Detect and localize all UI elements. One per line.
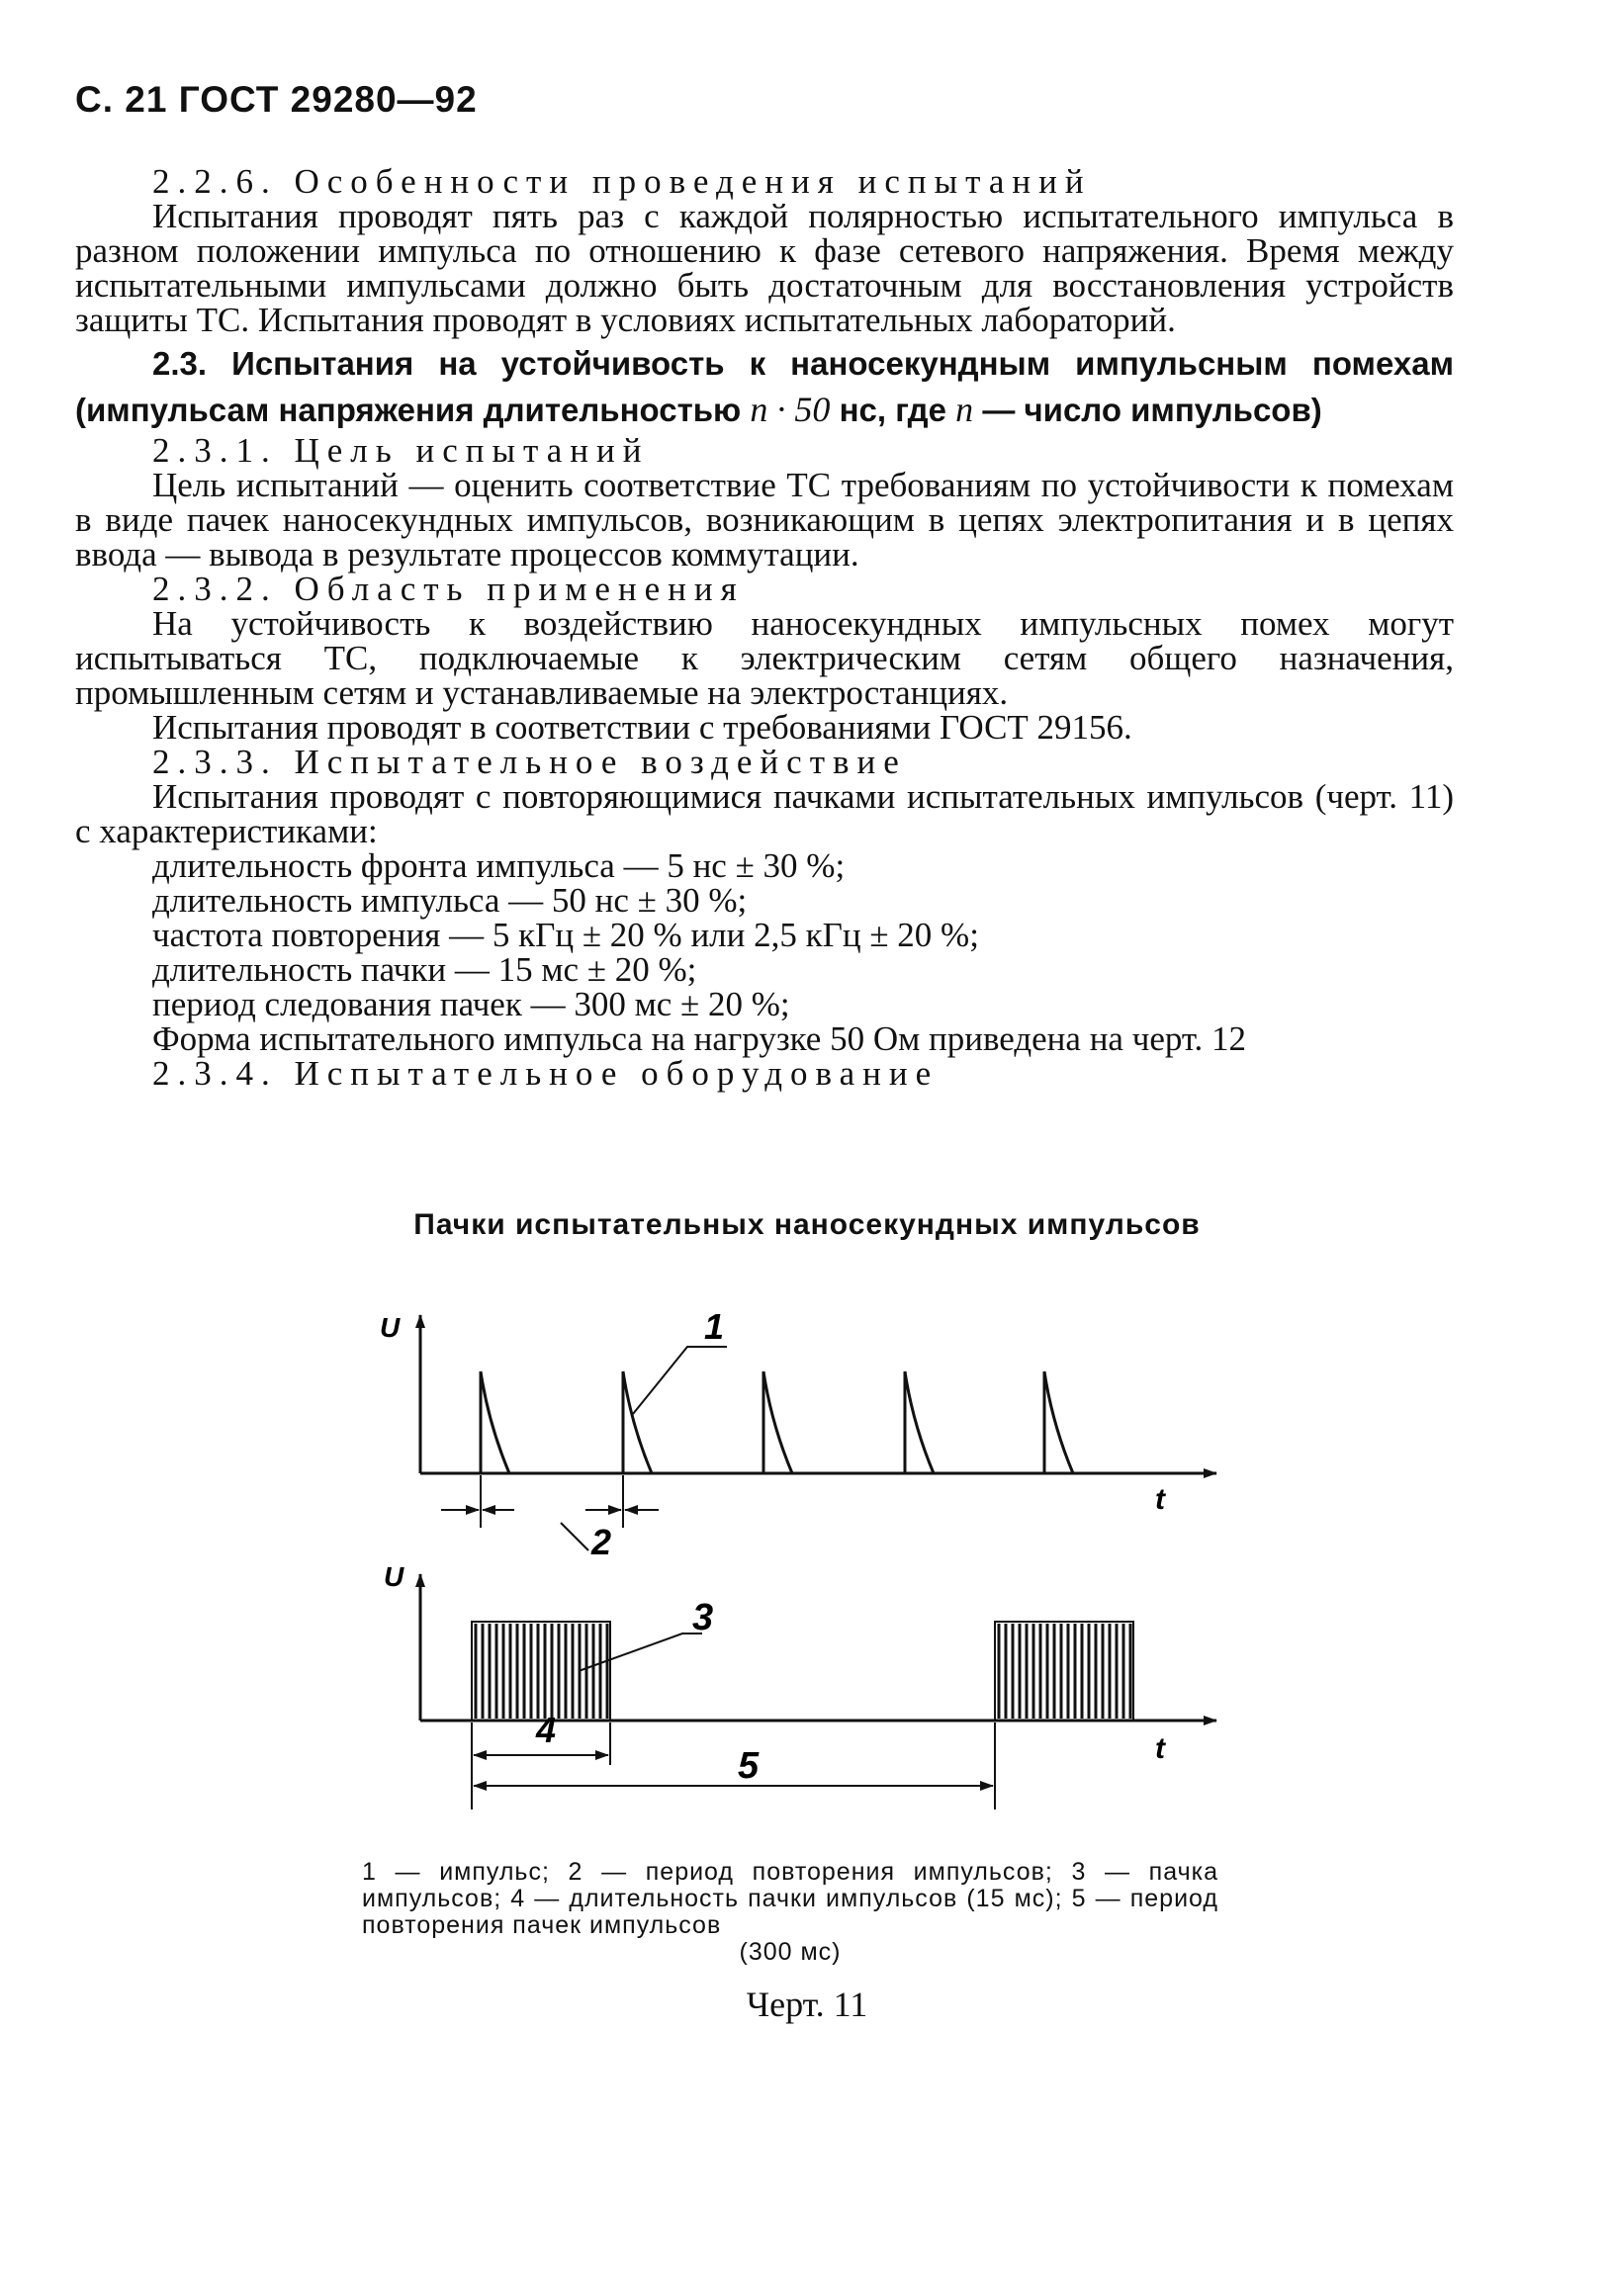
section-2-3-1-title: 2.3.1. Цель испытаний — [152, 431, 650, 470]
section-2-3-2-body: На устойчивость к воздействию наносекундных импульсных помех могут испытываться ТС, подключаемые к электрическим сетям общего назначения, промышленным сетям и устанавливаемые на электростанциях. — [75, 604, 1454, 712]
label-1: 1 — [704, 1306, 725, 1347]
characteristic-item: частота повторения — 5 кГц ± 20 % или 2,5 кГц ± 20 %; — [152, 916, 979, 954]
section-2-3-3-body: Испытания проводят с повторяющимися пачками испытательных импульсов (черт. 11) с характеристиками: — [75, 777, 1454, 850]
leader-3 — [579, 1634, 702, 1671]
label-5: 5 — [738, 1745, 760, 1787]
section-2-3-2-body-2: Испытания проводят в соответствии с требованиями ГОСТ 29156. — [152, 708, 1132, 747]
pulse — [481, 1371, 509, 1473]
top-u-label: U — [380, 1312, 401, 1343]
pulse — [763, 1371, 792, 1473]
characteristic-item: длительность фронта импульса — 5 нс ± 30 %; — [152, 846, 846, 885]
caption-text-end: (300 мс) — [739, 1938, 842, 1966]
label-3: 3 — [692, 1597, 714, 1638]
form-note: Форма испытательного импульса на нагрузке 50 Ом приведена на черт. 12 — [152, 1019, 1247, 1058]
caption-text: 1 — импульс; 2 — период повторения импульсов; 3 — пачка импульсов; 4 — длительность пачки импульсов (15 мс); 5 — период повторения пачек импульсов — [362, 1858, 1218, 1939]
page-header: С. 21 ГОСТ 29280—92 — [75, 79, 478, 120]
section-2-3-4-title: 2.3.4. Испытательное оборудование — [152, 1054, 940, 1093]
section-2-3-title: 2.3. Испытания на устойчивость к наносекундным импульсным помехам (импульсам напряжения длительностью n · 50 нс, где n — число импульсов) — [75, 345, 1454, 429]
section-2-3-1-body: Цель испытаний — оценить соответствие ТС требованиям по устойчивости к помехам в виде пачек наносекундных импульсов, возникающим в цепях электропитания и в цепях ввода — вывода в результате процессов коммутации. — [75, 466, 1454, 574]
leader-2 — [561, 1523, 588, 1550]
pulse — [1044, 1371, 1073, 1473]
burst-1 — [472, 1622, 610, 1721]
section-2-3-3-title: 2.3.3. Испытательное воздействие — [152, 743, 907, 781]
bottom-u-label: U — [384, 1561, 404, 1592]
figure-number: Черт. 11 — [746, 1985, 868, 2024]
label-2: 2 — [591, 1522, 612, 1562]
characteristic-item: длительность импульса — 50 нс ± 30 %; — [152, 881, 748, 920]
label-4: 4 — [536, 1710, 557, 1750]
section-2-2-6-title: 2.2.6. Особенности проведения испытаний — [152, 162, 1092, 201]
characteristic-item: длительность пачки — 15 мс ± 20 %; — [152, 950, 697, 989]
bottom-t-label: t — [1155, 1732, 1165, 1765]
pulse — [905, 1371, 934, 1473]
top-t-label: t — [1155, 1483, 1165, 1516]
pulse — [623, 1371, 652, 1473]
characteristic-item: период следования пачек — 300 мс ± 20 %; — [152, 985, 790, 1023]
section-2-3-2-title: 2.3.2. Область применения — [152, 570, 745, 608]
figure-title: Пачки испытательных наносекундных импульсов — [413, 1208, 1201, 1241]
burst-2 — [995, 1622, 1133, 1721]
leader-1 — [633, 1347, 727, 1414]
section-2-2-6-body: Испытания проводят пять раз с каждой полярностью испытательного импульса в разном положении импульса по отношению к фазе сетевого напряжения. Время между испытательными импульсами должно быть достаточным для восстановления устройств защиты ТС. Испытания проводят в условиях испытательных лабораторий. — [75, 197, 1454, 339]
figure-caption — [362, 1859, 1218, 1966]
